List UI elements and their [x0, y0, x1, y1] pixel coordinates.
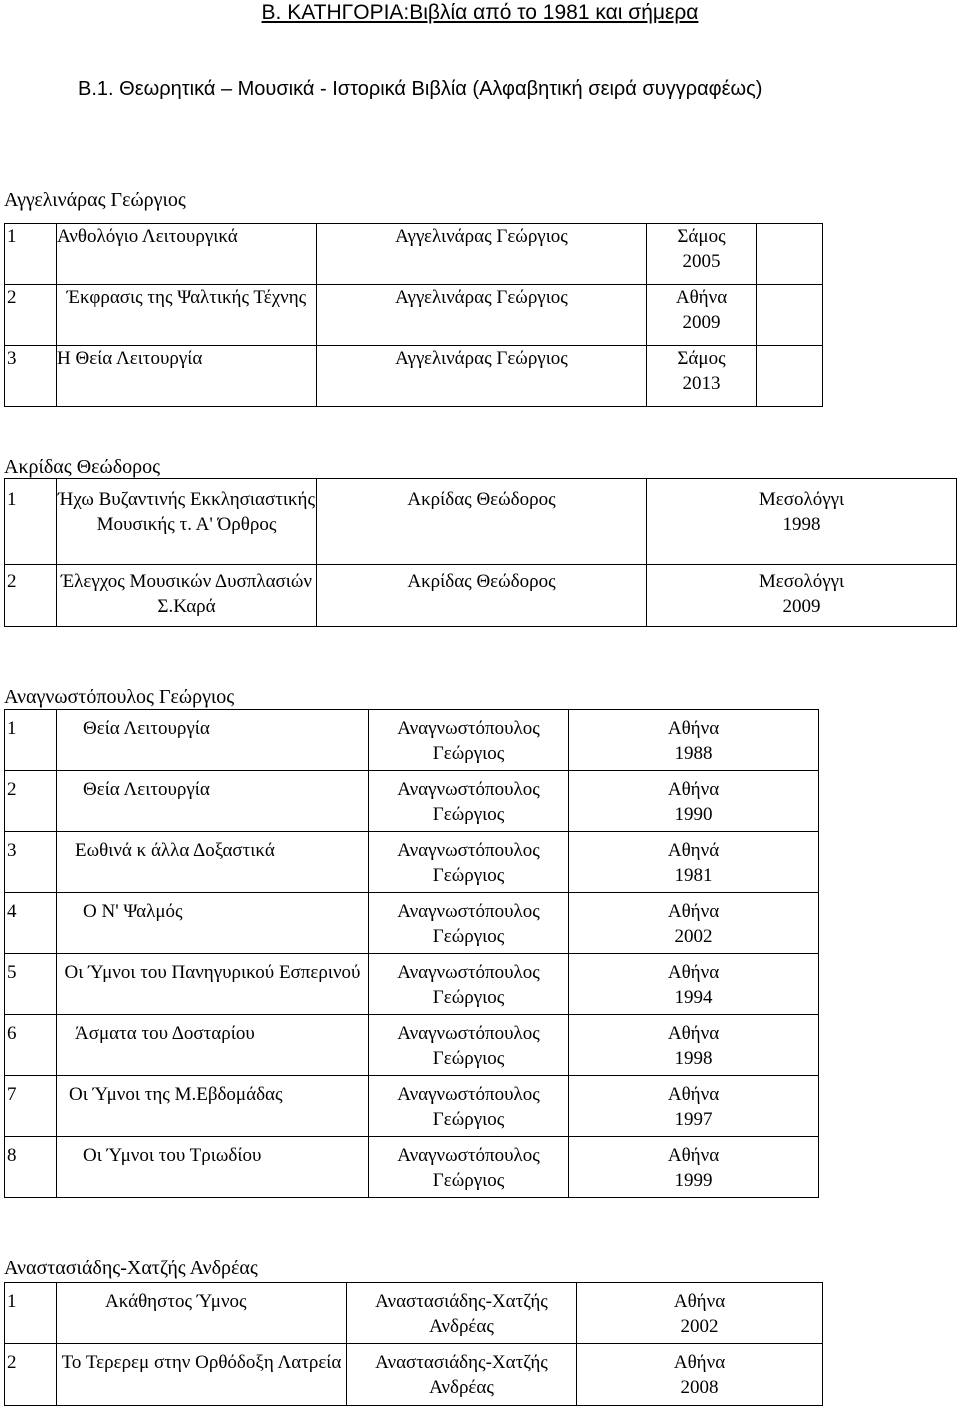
table-row	[5, 832, 819, 893]
publication-year: 2009	[682, 312, 721, 333]
publication-info	[577, 1344, 823, 1406]
publication-place: Αθήνα	[667, 718, 720, 739]
publication-year: 2008	[680, 1377, 719, 1398]
row-number: 3	[5, 832, 57, 893]
book-author: Ακρίδας Θεώδορος	[317, 565, 647, 627]
publication-info	[569, 893, 819, 954]
table-row	[5, 346, 823, 407]
publication-info	[647, 285, 757, 346]
table-row	[5, 1076, 819, 1137]
book-author: Αναγνωστόπουλος Γεώργιος	[369, 1137, 569, 1198]
table-row	[5, 893, 819, 954]
row-number: 1	[5, 710, 57, 771]
books-table	[4, 223, 823, 407]
row-number: 4	[5, 893, 57, 954]
publication-place: Αθήνα	[673, 1352, 726, 1373]
publication-info	[647, 565, 957, 627]
section-subtitle: Β.1. Θεωρητικά – Μουσικά - Ιστορικά Βιβλία (Αλφαβητική σειρά συγγραφέως)	[78, 78, 763, 100]
book-author: Αγγελινάρας Γεώργιος	[317, 224, 647, 285]
book-author: Αναγνωστόπουλος Γεώργιος	[369, 1015, 569, 1076]
publication-place: Αθηνά	[667, 840, 720, 861]
publication-place: Αθήνα	[667, 1084, 720, 1105]
book-author: Αναγνωστόπουλος Γεώργιος	[369, 1076, 569, 1137]
book-author: Ακρίδας Θεώδορος	[317, 479, 647, 565]
publication-place: Σάμος	[677, 226, 726, 247]
publication-year: 1981	[674, 865, 713, 886]
publication-info	[569, 832, 819, 893]
publication-info	[647, 224, 757, 285]
book-author: Αναστασιάδης-Χατζής Ανδρέας	[347, 1283, 577, 1344]
page-title: Β. ΚΑΤΗΓΟΡΙΑ:Βιβλία από το 1981 και σήμερα	[261, 1, 699, 24]
publication-year: 1990	[674, 804, 713, 825]
row-number: 1	[5, 479, 57, 565]
publication-year: 2005	[682, 251, 721, 272]
book-title: Θεία Λειτουργία	[57, 771, 369, 832]
book-author: Αγγελινάρας Γεώργιος	[317, 285, 647, 346]
publication-info	[569, 1076, 819, 1137]
book-author: Αναστασιάδης-Χατζής Ανδρέας	[347, 1344, 577, 1406]
publication-info	[647, 479, 957, 565]
author-heading: Αναγνωστόπουλος Γεώργιος	[4, 686, 235, 708]
table-row	[5, 224, 823, 285]
book-title: Ακάθηστος Ύμνος	[57, 1283, 347, 1344]
row-number: 1	[5, 224, 57, 285]
row-number: 3	[5, 346, 57, 407]
book-title: Εωθινά κ άλλα Δοξαστικά	[57, 832, 369, 893]
empty-cell	[757, 285, 823, 346]
book-author: Αναγνωστόπουλος Γεώργιος	[369, 710, 569, 771]
book-author: Αγγελινάρας Γεώργιος	[317, 346, 647, 407]
publication-info	[569, 1137, 819, 1198]
publication-place: Μεσολόγγι	[758, 571, 845, 592]
table-row	[5, 1344, 823, 1406]
table-row	[5, 565, 957, 627]
publication-year: 2009	[782, 596, 821, 617]
book-title: Οι Ύμνοι του Τριωδίου	[57, 1137, 369, 1198]
book-title: Η Θεία Λειτουργία	[57, 346, 317, 407]
book-author: Αναγνωστόπουλος Γεώργιος	[369, 893, 569, 954]
publication-info	[577, 1283, 823, 1344]
row-number: 6	[5, 1015, 57, 1076]
row-number: 8	[5, 1137, 57, 1198]
publication-info	[569, 954, 819, 1015]
publication-year: 1997	[674, 1109, 713, 1130]
book-title: Ο Ν' Ψαλμός	[57, 893, 369, 954]
book-title: Το Τερερεμ στην Ορθόδοξη Λατρεία	[57, 1344, 347, 1406]
row-number: 5	[5, 954, 57, 1015]
publication-place: Αθήνα	[667, 1145, 720, 1166]
book-title: Οι Ύμνοι της Μ.Εβδομάδας	[57, 1076, 369, 1137]
table-row	[5, 771, 819, 832]
publication-info	[569, 710, 819, 771]
book-author: Αναγνωστόπουλος Γεώργιος	[369, 954, 569, 1015]
publication-place: Αθήνα	[667, 779, 720, 800]
publication-year: 2002	[680, 1316, 719, 1337]
publication-year: 2002	[674, 926, 713, 947]
publication-place: Σάμος	[677, 348, 726, 369]
empty-cell	[757, 346, 823, 407]
publication-info	[569, 771, 819, 832]
table-row	[5, 479, 957, 565]
book-author: Αναγνωστόπουλος Γεώργιος	[369, 771, 569, 832]
publication-year: 2013	[682, 373, 721, 394]
publication-year: 1998	[782, 514, 821, 535]
publication-place: Αθήνα	[667, 962, 720, 983]
row-number: 2	[5, 771, 57, 832]
book-title: Ήχω Βυζαντινής Εκκλησιαστικής Μουσικής τ. Α' Όρθρος	[57, 479, 317, 565]
row-number: 1	[5, 1283, 57, 1344]
row-number: 2	[5, 565, 57, 627]
publication-info	[569, 1015, 819, 1076]
book-title: Άσματα του Δοσταρίου	[57, 1015, 369, 1076]
publication-place: Αθήνα	[667, 901, 720, 922]
books-table	[4, 478, 957, 627]
author-heading: Αναστασιάδης-Χατζής Ανδρέας	[4, 1257, 258, 1279]
author-heading: Αγγελινάρας Γεώργιος	[4, 189, 186, 211]
author-heading: Ακρίδας Θεώδορος	[4, 456, 161, 478]
empty-cell	[757, 224, 823, 285]
books-table	[4, 1282, 823, 1406]
row-number: 2	[5, 285, 57, 346]
table-row	[5, 1015, 819, 1076]
book-title: Έλεγχος Μουσικών Δυσπλασιών Σ.Καρά	[57, 565, 317, 627]
table-row	[5, 710, 819, 771]
book-title: Έκφρασις της Ψαλτικής Τέχνης	[57, 285, 317, 346]
publication-info	[647, 346, 757, 407]
publication-year: 1998	[674, 1048, 713, 1069]
publication-place: Αθήνα	[667, 1023, 720, 1044]
table-row	[5, 1283, 823, 1344]
table-row	[5, 954, 819, 1015]
table-row	[5, 1137, 819, 1198]
publication-place: Αθήνα	[675, 287, 728, 308]
book-author: Αναγνωστόπουλος Γεώργιος	[369, 832, 569, 893]
publication-year: 1999	[674, 1170, 713, 1191]
publication-place: Μεσολόγγι	[758, 489, 845, 510]
book-title: Οι Ύμνοι του Πανηγυρικού Εσπερινού	[57, 954, 369, 1015]
table-row	[5, 285, 823, 346]
book-title: Θεία Λειτουργία	[57, 710, 369, 771]
book-title: Ανθολόγιο Λειτουργικά	[57, 224, 317, 285]
publication-year: 1994	[674, 987, 713, 1008]
row-number: 7	[5, 1076, 57, 1137]
publication-place: Αθήνα	[673, 1291, 726, 1312]
publication-year: 1988	[674, 743, 713, 764]
books-table	[4, 709, 819, 1198]
row-number: 2	[5, 1344, 57, 1406]
